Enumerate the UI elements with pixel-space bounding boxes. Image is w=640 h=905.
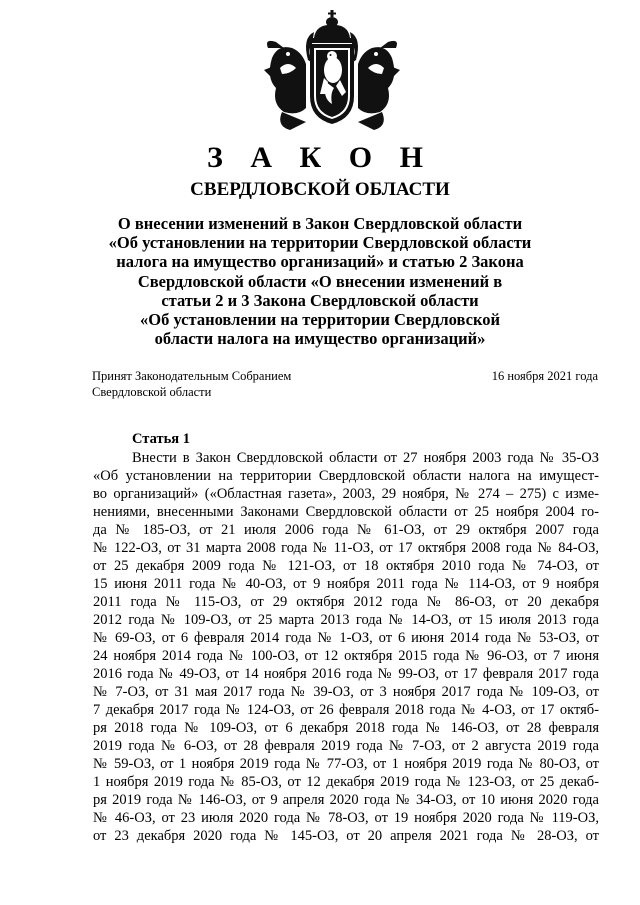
article-line: № 7-ОЗ, от 31 мая 2017 года № 39-ОЗ, от 3 ноября 2017 года № 109-ОЗ, от [93,684,599,701]
article-line: 2011 года № 115-ОЗ, от 29 октября 2012 года № 86-ОЗ, от 20 декабря [93,594,599,611]
law-subject-line: Свердловской области «О внесении изменений в [137,271,503,291]
article-line: № 69-ОЗ, от 6 февраля 2014 года № 1-ОЗ, от 6 июня 2014 года № 53-ОЗ, от [93,630,599,647]
law-subject-line: «Об установлении на территории Свердловской [139,310,500,330]
article-line: 2019 года № 6-ОЗ, от 28 февраля 2019 года № 7-ОЗ, от 2 августа 2019 года [93,738,599,755]
adopted-by [92,368,291,400]
adopted-by-line: Принят Законодательным Собранием [92,369,292,383]
article-line: ря 2018 года № 109-ОЗ, от 6 декабря 2018 года № 146-ОЗ, от 28 февраля [93,720,599,737]
law-subject-line: «Об установлении на территории Свердловской области [108,233,532,253]
coat-of-arms-emblem [262,8,402,136]
article-line: во организаций» («Областная газета», 2003, 29 ноября, № 274 – 275) с изме- [93,486,599,503]
article-line: 7 декабря 2017 года № 124-ОЗ, от 26 февраля 2018 года № 4-ОЗ, от 17 октяб- [93,702,599,719]
article-line: ря 2019 года № 146-ОЗ, от 9 апреля 2020 года № 34-ОЗ, от 10 июня 2020 года [93,792,599,809]
law-subject [100,214,540,348]
article-line: № 46-ОЗ, от 23 июля 2020 года № 78-ОЗ, от 19 ноября 2020 года № 119-ОЗ, [93,810,599,827]
law-subject-line: О внесении изменений в Закон Свердловской области [117,214,523,233]
article-line: 24 ноября 2014 года № 100-ОЗ, от 12 октября 2015 года № 96-ОЗ, от 7 июня [93,648,599,665]
article-line: от 23 декабря 2020 года № 145-ОЗ, от 20 апреля 2021 года № 28-ОЗ, от [93,828,599,845]
law-region: СВЕРДЛОВСКОЙ ОБЛАСТИ [190,179,450,200]
article-line: 2016 года № 49-ОЗ, от 14 ноября 2016 года № 99-ОЗ, от 17 февраля 2017 года [93,666,599,683]
article-line: № 122-ОЗ, от 31 марта 2008 года № 11-ОЗ, от 17 октября 2008 года № 84-ОЗ, [93,540,599,557]
law-title: З А К О Н [207,141,433,174]
article-body [93,449,599,845]
article-line: 1 ноября 2019 года № 85-ОЗ, от 12 декабря 2019 года № 123-ОЗ, от 25 декаб- [93,774,599,791]
article-line: 15 июня 2011 года № 40-ОЗ, от 9 ноября 2011 года № 114-ОЗ, от 9 ноября [93,576,599,593]
law-subject-line: налога на имущество организаций» и статью 2 Закона [116,252,524,272]
article-line: от 25 декабря 2009 года № 121-ОЗ, от 18 октября 2010 года № 74-ОЗ, от [93,558,599,575]
article-line: да № 185-ОЗ, от 21 июля 2006 года № 61-ОЗ, от 29 октября 2007 года [93,522,599,539]
law-subject-line: области налога на имущество организаций» [154,329,486,349]
adopted-by-line: Свердловской области [92,385,212,399]
adoption-date: 16 ноября 2021 года [491,369,598,383]
article-line: Внести в Закон Свердловской области от 27 ноября 2003 года № 35-ОЗ [132,450,599,466]
article-line: 2012 года № 109-ОЗ, от 25 марта 2013 года № 14-ОЗ, от 15 июля 2013 года [93,612,599,629]
law-subject-line: статьи 2 и 3 Закона Свердловской области [161,290,479,310]
article-line: нениями, внесенными Законами Свердловской области от 25 ноября 2004 го- [93,504,599,521]
article-line: № 59-ОЗ, от 1 ноября 2019 года № 77-ОЗ, от 1 ноября 2019 года № 80-ОЗ, от [93,756,599,773]
article-line: «Об установлении на территории Свердловской области налога на имущест- [93,468,599,485]
coat-of-arms-icon [262,8,402,136]
article-heading: Статья 1 [132,431,190,447]
